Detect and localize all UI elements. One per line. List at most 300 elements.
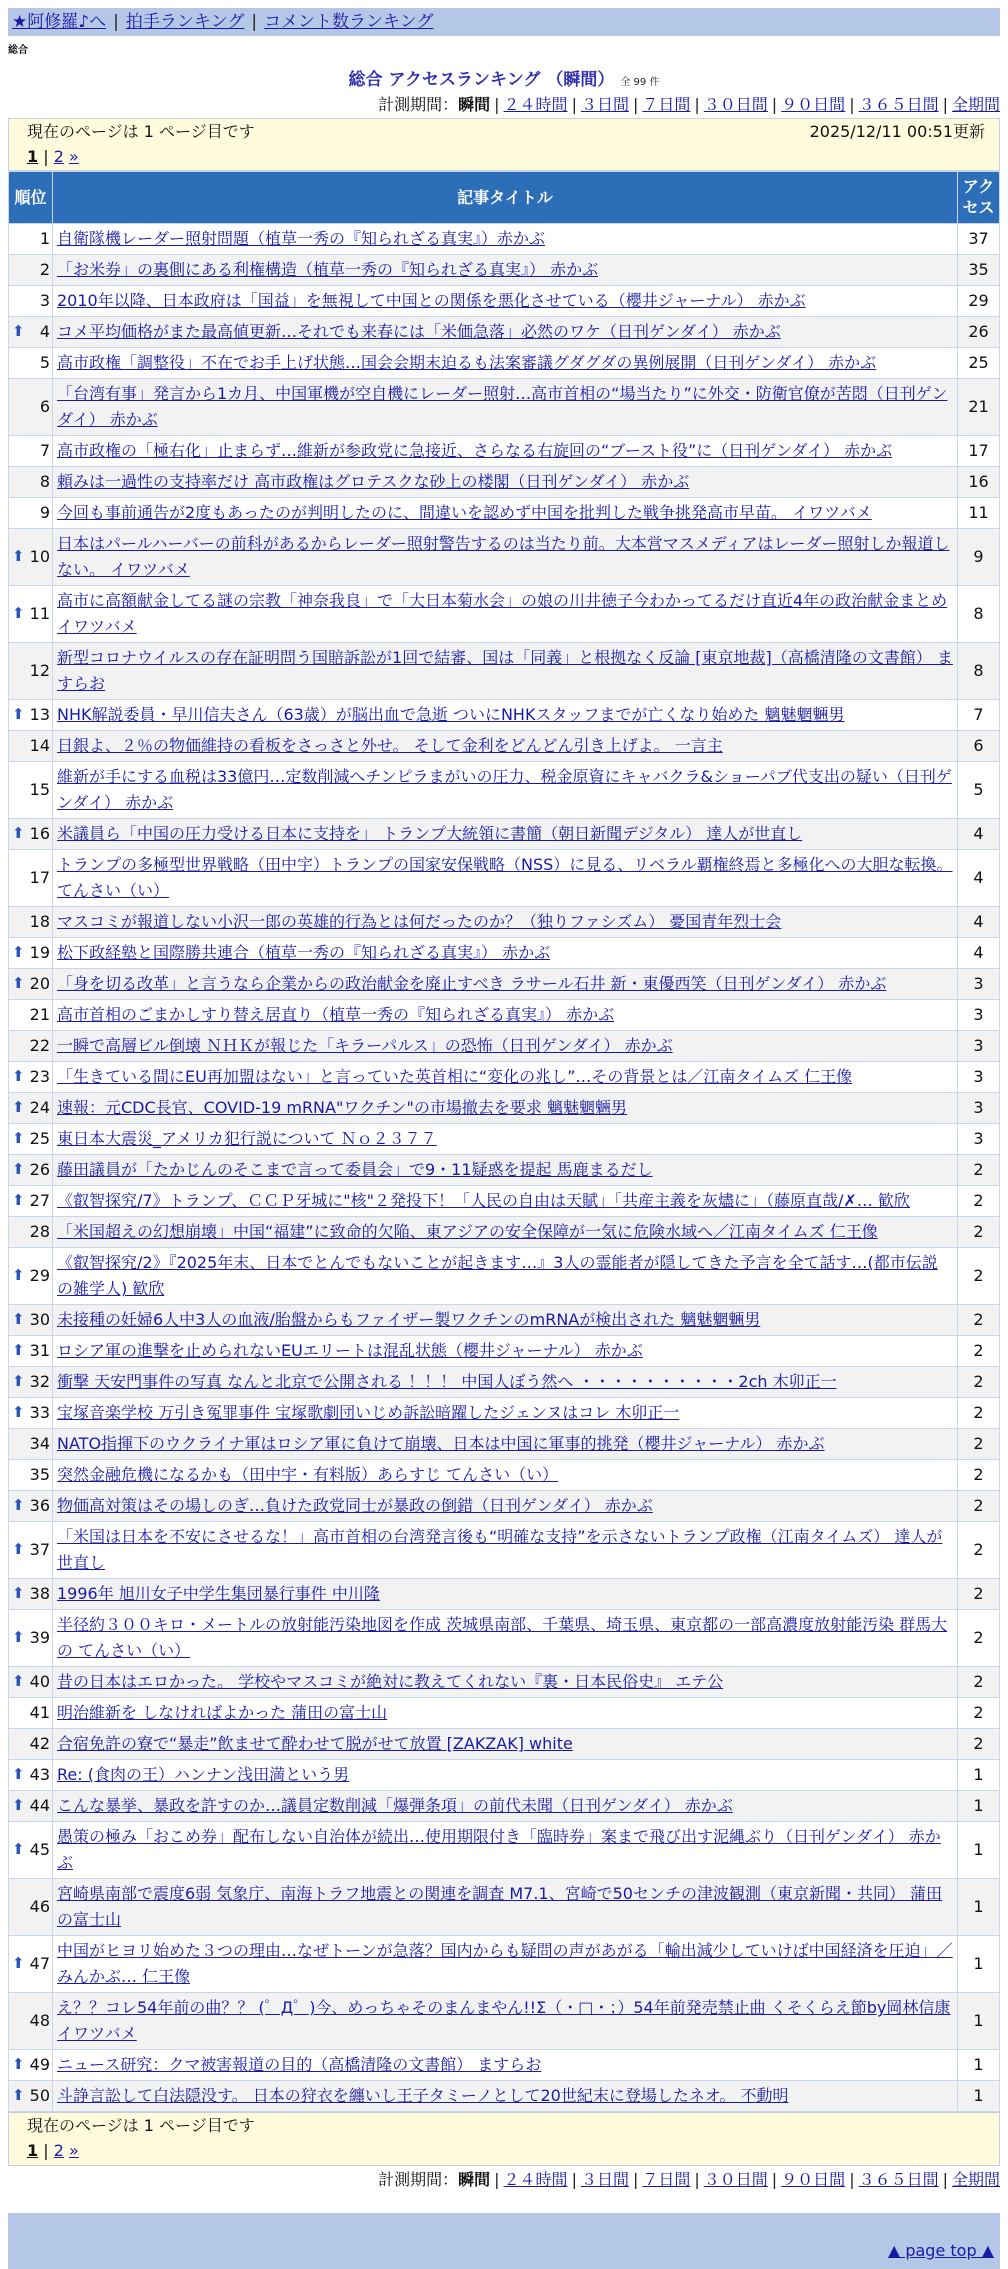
pagination: 1 | 2 » [27,2141,79,2161]
ranking-row [9,498,1000,529]
access-count: 2 [958,1667,1000,1698]
next-page-link[interactable]: » [68,2141,79,2161]
rank-number: 49 [29,2055,50,2075]
rank-cell [9,850,53,907]
article-link[interactable]: 「台湾有事」発言から1カ月、中国軍機が空自機にレーダー照射…高市首相の“場当たり”に外交・防衛官僚が苦悶（日刊ゲンダイ） 赤かぶ [57,384,948,430]
ranking-row [9,1217,1000,1248]
article-link[interactable]: 松下政経塾と国際勝共連合（植草一秀の『知られざる真実』） 赤かぶ [57,943,551,963]
period-link[interactable]: ７日間 [642,2170,691,2190]
article-link[interactable]: コメ平均価格がまた最高値更新…それでも来春には「米価急落」必然のワケ（日刊ゲンダイ） 赤かぶ [57,322,781,342]
article-link[interactable]: 突然金融危機になるかも（田中宇・有料版）あらすじ てんさい（い） [57,1465,559,1485]
period-link[interactable]: ９０日間 [781,2170,846,2190]
title-cell [53,1093,958,1124]
ranking-row [9,1822,1000,1879]
access-count: 1 [958,2081,1000,2112]
ranking-row [9,1062,1000,1093]
article-link[interactable]: 一瞬で高層ビル倒壊 ＮＨＫが報じた「キラーパルス」の恐怖（日刊ゲンダイ） 赤かぶ [57,1036,673,1056]
total-count: 全 99 件 [620,77,660,88]
rank-number: 37 [29,1540,50,1560]
access-count: 5 [958,762,1000,819]
ranking-row [9,1698,1000,1729]
title-cell [53,529,958,586]
period-label: 計測期間： [378,2170,459,2190]
access-count: 2 [958,1305,1000,1336]
article-link[interactable]: 1996年 旭川女子中学生集団暴行事件 中川隆 [57,1584,380,1604]
access-count: 2 [958,1155,1000,1186]
ranking-row [9,819,1000,850]
period-label: 計測期間： [378,95,459,115]
title-cell [53,1760,958,1791]
period-separator: | [571,2170,577,2190]
nav-separator: | [251,11,258,32]
article-link[interactable]: NATO指揮下のウクライナ軍はロシア軍に負けて崩壊、日本は中国に軍事的挑発（櫻井ジャーナル） 赤かぶ [57,1434,825,1454]
access-count: 4 [958,938,1000,969]
rank-up-arrow-icon: ⬆ [12,1840,25,1859]
page-top-link[interactable]: ▲ page top ▲ [887,2240,994,2260]
rank-cell [9,2050,53,2081]
access-count: 25 [958,348,1000,379]
current-page: 1 [27,2141,39,2161]
title-cell [53,907,958,938]
access-count: 2 [958,1491,1000,1522]
access-count: 1 [958,1993,1000,2050]
top-nav-bar [8,8,1000,36]
access-count: 2 [958,1186,1000,1217]
rank-up-arrow-icon: ⬆ [12,1954,25,1973]
period-link[interactable]: ３６５日間 [858,2170,939,2190]
rank-up-arrow-icon: ⬆ [12,1129,25,1148]
ranking-row [9,255,1000,286]
ranking-row [9,1760,1000,1791]
ranking-row [9,379,1000,436]
title-cell [53,731,958,762]
access-count: 7 [958,700,1000,731]
rank-up-arrow-icon: ⬆ [12,1098,25,1117]
period-link[interactable]: ９０日間 [781,95,846,115]
rank-cell [9,1429,53,1460]
article-link[interactable]: 2010年以降、日本政府は「国益」を無視して中国との関係を悪化させている（櫻井ジャーナル） 赤かぶ [57,291,806,311]
rank-number: 1 [39,229,50,249]
article-link[interactable]: マスコミが報道しない小沢一郎の英雄的行為とは何だったのか？（独りファシズム） 憂国青年烈士会 [57,912,782,932]
ranking-row [9,317,1000,348]
pagination: 1 | 2 » [27,146,79,166]
rank-cell [9,1610,53,1667]
rank-cell [9,1367,53,1398]
ranking-row [9,2081,1000,2112]
article-link[interactable]: 明治維新を しなければよかった 蒲田の富士山 [57,1703,388,1723]
article-link[interactable]: ニュース研究：クマ被害報道の目的（高橋清隆の文書館） ますらお [57,2055,542,2075]
title-cell [53,1729,958,1760]
article-link[interactable]: 宝塚音楽学校 万引き冤罪事件 宝塚歌劇団いじめ訴訟暗躍したジェンヌはコレ 木卯正一 [57,1403,680,1423]
access-count: 2 [958,1398,1000,1429]
rank-cell [9,1336,53,1367]
ranking-row [9,586,1000,643]
rank-number: 39 [29,1628,50,1648]
period-link[interactable]: ２４時間 [503,2170,568,2190]
title-cell [53,643,958,700]
article-link[interactable]: 《叡智探究/2》『2025年末、日本でとんでもないことが起きます…』3人の霊能者が隠してきた予言を全て話す…(都市伝説の雑学人) 歓欣 [57,1253,938,1299]
rank-up-arrow-icon: ⬆ [12,322,25,341]
title-header: 記事タイトル [53,172,958,224]
title-cell [53,938,958,969]
article-link[interactable]: 高市首相のごまかしすり替え居直り（植草一秀の『知られざる真実』） 赤かぶ [57,1005,615,1025]
rank-number: 25 [29,1129,50,1149]
clap-ranking-link[interactable]: 拍手ランキング [125,11,245,32]
access-count: 2 [958,1460,1000,1491]
period-selector-bottom [8,2170,1000,2191]
title-cell [53,255,958,286]
ranking-row [9,1093,1000,1124]
rank-cell [9,1000,53,1031]
rank-number: 19 [29,943,50,963]
rank-up-arrow-icon: ⬆ [12,2055,25,2074]
access-count: 26 [958,317,1000,348]
ranking-row [9,731,1000,762]
article-link[interactable]: 「生きている間にEU再加盟はない」と言っていた英首相に“変化の兆し”…その背景とは／江南タイムズ 仁王像 [57,1067,853,1087]
page-2-link[interactable]: 2 [53,2141,64,2161]
rank-number: 23 [29,1067,50,1087]
rank-cell [9,286,53,317]
period-separator: | [632,95,639,115]
article-link[interactable]: 日本はパールハーバーの前科があるからレーダー照射警告するのは当たり前。大本営マスメディアはレーダー照射しか報道しない。 イワツバメ [57,534,950,580]
ranking-row [9,1522,1000,1579]
rank-up-arrow-icon: ⬆ [12,1496,25,1515]
rank-up-arrow-icon: ⬆ [12,2086,25,2105]
access-count: 1 [958,1822,1000,1879]
title-cell [53,467,958,498]
ranking-row [9,1124,1000,1155]
page-title [0,69,1008,91]
rank-cell [9,731,53,762]
title-cell [53,1522,958,1579]
pager-top [8,118,1000,172]
access-count: 2 [958,1336,1000,1367]
rank-cell [9,467,53,498]
article-link[interactable]: え？？コレ54年前の曲？？ (゜Д゜)今、めっちゃそのまんまやん!!Σ（・□・；）54年前発売禁止曲 くそくらえ節by岡林信康 イワツバメ [57,1998,951,2044]
article-link[interactable]: こんな暴挙、暴政を許すのか…議員定数削減「爆弾条項」の前代未聞（日刊ゲンダイ） 赤かぶ [57,1796,733,1816]
title-cell [53,2050,958,2081]
rank-number: 22 [29,1036,50,1056]
rank-number: 32 [29,1372,50,1392]
article-link[interactable]: 半径約３００キロ・メートルの放射能汚染地図を作成 茨城県南部、千葉県、埼玉県、東京都の一部高濃度放射能汚染 群馬大の てんさい（い） [57,1615,948,1661]
title-cell [53,348,958,379]
ranking-row [9,467,1000,498]
period-link[interactable]: ３日間 [580,95,629,115]
period-link[interactable]: ３日間 [580,2170,629,2190]
page-2-link[interactable]: 2 [53,146,64,166]
rank-number: 50 [29,2086,50,2106]
title-cell [53,1398,958,1429]
article-link[interactable]: 高市政権の「極右化」止まらず…維新が参政党に急接近、さらなる右旋回の“ブースト役”に（日刊ゲンダイ） 赤かぶ [57,441,893,461]
rank-cell [9,1667,53,1698]
rank-up-arrow-icon: ⬆ [12,1403,25,1422]
access-count: 11 [958,498,1000,529]
article-link[interactable]: 速報：元CDC長官、COVID-19 mRNA"ワクチン"の市場撤去を要求 魑魅魍魎男 [57,1098,627,1118]
title-cell [53,1879,958,1936]
ranking-row [9,1667,1000,1698]
article-link[interactable]: 新型コロナウイルスの存在証明問う国賠訴訟が1回で結審、国は「同義」と根拠なく反論 [東京地裁]（高橋清隆の文書館） ますらお [57,648,953,694]
rank-number: 5 [39,353,50,373]
access-count: 1 [958,1879,1000,1936]
period-selector-top [8,95,1000,116]
rank-cell [9,762,53,819]
rank-cell [9,348,53,379]
access-count: 3 [958,1124,1000,1155]
title-cell [53,1610,958,1667]
rank-number: 21 [29,1005,50,1025]
rank-cell [9,1062,53,1093]
rank-cell [9,1993,53,2050]
title-cell [53,1791,958,1822]
period-current: 瞬間 [458,2170,491,2190]
period-separator: | [694,2170,700,2190]
ranking-row [9,1305,1000,1336]
access-count: 17 [958,436,1000,467]
rank-cell [9,1822,53,1879]
title-cell [53,317,958,348]
title-cell [53,1031,958,1062]
footer-bar [8,2213,1000,2241]
rank-number: 42 [29,1734,50,1754]
rank-cell [9,317,53,348]
article-link[interactable]: 中国がヒヨリ始めた３つの理由…なぜトーンが急落？国内からも疑問の声があがる「輸出減少していけば中国経済を圧迫」／みんかぶ… 仁王像 [57,1941,953,1987]
rank-up-arrow-icon: ⬆ [12,1266,25,1285]
title-cell [53,1667,958,1698]
page-status: 現在のページは 1 ページ目です [27,2116,255,2136]
rank-cell [9,1248,53,1305]
rank-up-arrow-icon: ⬆ [12,1372,25,1391]
article-link[interactable]: 自衛隊機レーダー照射問題（植草一秀の『知られざる真実』）赤かぶ [57,229,546,249]
article-link[interactable]: 維新が手にする血税は33億円…定数削減へチンピラまがいの圧力、税金原資にキャバクラ&ショーパブ代支出の疑い（日刊ゲンダイ） 赤かぶ [57,767,952,813]
next-page-link[interactable]: » [68,146,79,166]
rank-number: 27 [29,1191,50,1211]
article-link[interactable]: 宮崎県南部で震度6弱 気象庁、南海トラフ地震との関連を調査 M7.1、宮崎で50センチの津波観測（東京新聞・共同） 蒲田の富士山 [57,1884,943,1930]
pager-bottom [8,2112,1000,2166]
ranking-row [9,286,1000,317]
article-link[interactable]: 日銀よ、２％の物価維持の看板をさっさと外せ。 そして金利をどんどん引き上げよ。 一言主 [57,736,723,756]
title-cell [53,1062,958,1093]
article-link[interactable]: ロシア軍の進撃を止められないEUエリートは混乱状態（櫻井ジャーナル） 赤かぶ [57,1341,643,1361]
ranking-row [9,969,1000,1000]
article-link[interactable]: 高市に高額献金してる謎の宗教「神奈我良」で「大日本菊水会」の娘の川井徳子今わかってるだけ直近4年の政治献金まとめ イワツバメ [57,591,948,637]
rank-number: 43 [29,1765,50,1785]
article-link[interactable]: 東日本大震災_アメリカ犯行説について Ｎｏ２３７７ [57,1129,437,1149]
ranking-row [9,643,1000,700]
article-link[interactable]: トランプの多極型世界戦略（田中宇）トランプの国家安保戦略（NSS）に見る、リベラル覇権終焉と多極化への大胆な転換。 てんさい（い） [57,855,953,901]
rank-up-arrow-icon: ⬆ [12,1310,25,1329]
access-count: 16 [958,467,1000,498]
article-link[interactable]: 頼みは一過性の支持率だけ 高市政権はグロテスクな砂上の楼閣（日刊ゲンダイ） 赤かぶ [57,472,690,492]
access-header: アクセス [958,172,1000,224]
access-count: 2 [958,1610,1000,1667]
nav-separator: | [113,11,119,32]
rank-number: 18 [29,912,50,932]
period-link[interactable]: ２４時間 [503,95,568,115]
rank-cell [9,643,53,700]
title-cell [53,1000,958,1031]
period-separator: | [942,2170,948,2190]
article-link[interactable]: 高市政権「調整役」不在でお手上げ状態…国会会期末迫るも法案審議グダグダの異例展開（日刊ゲンダイ） 赤かぶ [57,353,877,373]
rank-cell [9,1522,53,1579]
rank-number: 31 [29,1341,50,1361]
access-count: 3 [958,1093,1000,1124]
title-cell [53,762,958,819]
ranking-row [9,1791,1000,1822]
rank-cell [9,969,53,1000]
rank-cell [9,1031,53,1062]
rank-up-arrow-icon: ⬆ [12,1341,25,1360]
rank-cell [9,379,53,436]
article-link[interactable]: 「米国は日本を不安にさせるな！」高市首相の台湾発言後も“明確な支持”を示さないトランプ政権（江南タイムズ） 達人が世直し [57,1527,943,1573]
access-count: 8 [958,586,1000,643]
rank-number: 40 [29,1672,50,1692]
article-link[interactable]: 合宿免許の寮で“暴走”飲ませて酔わせて脱がせて放置 [ZAKZAK] white [57,1734,573,1754]
access-count: 2 [958,1579,1000,1610]
period-separator: | [494,2170,500,2190]
rank-cell [9,1398,53,1429]
rank-number: 34 [29,1434,50,1454]
rank-up-arrow-icon: ⬆ [12,547,25,566]
ranking-row [9,1610,1000,1667]
title-cell [53,819,958,850]
access-count: 1 [958,2050,1000,2081]
rank-header: 順位 [9,172,53,224]
article-link[interactable]: 昔の日本はエロかった。 学校やマスコミが絶対に教えてくれない『裏・日本民俗史』 エテ公 [57,1672,724,1692]
access-count: 8 [958,643,1000,700]
rank-number: 26 [29,1160,50,1180]
rank-number: 12 [29,661,50,681]
rank-cell [9,1305,53,1336]
article-link[interactable]: 「お米券」の裏側にある利権構造（植草一秀の『知られざる真実』） 赤かぶ [57,260,599,280]
period-link[interactable]: ３０日間 [703,2170,768,2190]
article-link[interactable]: 衝撃 天安門事件の写真 なんと北京で公開される ！！！ 中国人ぼう然へ ・・・・・・・・・・2ch 木卯正一 [57,1372,837,1392]
article-link[interactable]: 「米国超えの幻想崩壊」中国“福建”に致命的欠陥、東アジアの安全保障が一気に危険水域へ／江南タイムズ 仁王像 [57,1222,878,1242]
title-cell [53,1155,958,1186]
title-cell [53,286,958,317]
access-count: 3 [958,1000,1000,1031]
access-count: 3 [958,1031,1000,1062]
period-separator: | [694,95,700,115]
rank-number: 8 [39,472,50,492]
period-link[interactable]: ７日間 [642,95,691,115]
article-link[interactable]: Re: (食肉の王）ハンナン浅田満という男 [57,1765,350,1785]
rank-number: 47 [29,1954,50,1974]
period-link[interactable]: ３０日間 [703,95,768,115]
ranking-row [9,1248,1000,1305]
rank-cell [9,907,53,938]
title-cell [53,436,958,467]
rank-up-arrow-icon: ⬆ [12,943,25,962]
title-cell [53,586,958,643]
rank-up-arrow-icon: ⬆ [12,1628,25,1647]
category-label: 総合 [8,45,28,56]
access-count: 9 [958,529,1000,586]
rank-number: 46 [29,1897,50,1917]
rank-number: 35 [29,1465,50,1485]
article-link[interactable]: 米議員ら「中国の圧力受ける日本に支持を」 トランプ大統領に書簡（朝日新聞デジタル） 達人が世直し [57,824,803,844]
access-count: 35 [958,255,1000,286]
rank-cell [9,1879,53,1936]
rank-number: 15 [29,780,50,800]
period-link[interactable]: 全期間 [951,95,1000,115]
title-cell [53,850,958,907]
rank-up-arrow-icon: ⬆ [12,824,25,843]
comment-ranking-link[interactable]: コメント数ランキング [264,11,434,32]
rank-number: 20 [29,974,50,994]
rank-cell [9,1186,53,1217]
article-link[interactable]: 斗諍言訟して白法隠没す。 日本の狩衣を纏いし王子タミーノとして20世紀末に登場したネオ。 不動明 [57,2086,789,2106]
title-cell [53,498,958,529]
ranking-row [9,1729,1000,1760]
rank-cell [9,1460,53,1491]
article-link[interactable]: 藤田議員が「たかじんのそこまで言って委員会」で9・11疑惑を提起 馬鹿まるだし [57,1160,653,1180]
period-separator: | [771,2170,778,2190]
rank-number: 10 [29,547,50,567]
title-cell [53,700,958,731]
article-link[interactable]: 「身を切る改革」と言うなら企業からの政治献金を廃止すべき ラサール石井 新・東優西笑（日刊ゲンダイ） 赤かぶ [57,974,887,994]
article-link[interactable]: 《叡智探究/7》トランプ、ＣＣＰ牙城に"核"２発投下！「人民の自由は天賦」「共産主義を灰燼に」（藤原直哉/✗… 歓欣 [57,1191,910,1211]
rank-number: 30 [29,1310,50,1330]
title-cell [53,224,958,255]
rank-cell [9,529,53,586]
rank-number: 24 [29,1098,50,1118]
article-link[interactable]: NHK解説委員・早川信夫さん（63歳）が脳出血で急逝 ついにNHKスタッフまでが亡くなり始めた 魑魅魍魎男 [57,705,845,725]
rank-number: 28 [29,1222,50,1242]
rank-number: 45 [29,1840,50,1860]
rank-cell [9,2081,53,2112]
title-cell [53,1993,958,2050]
rank-up-arrow-icon: ⬆ [12,1540,25,1559]
period-link[interactable]: ３６５日間 [858,95,939,115]
rank-number: 36 [29,1496,50,1516]
rank-number: 9 [39,503,50,523]
rank-number: 4 [39,322,50,342]
title-cell [53,1429,958,1460]
rank-cell [9,1217,53,1248]
rank-cell [9,255,53,286]
ranking-row [9,938,1000,969]
ranking-table [8,171,1000,2112]
rank-number: 14 [29,736,50,756]
ranking-row [9,436,1000,467]
rank-cell [9,1124,53,1155]
rank-cell [9,1155,53,1186]
home-link[interactable]: ★阿修羅♪へ [12,11,107,32]
ranking-row [9,529,1000,586]
title-cell [53,1186,958,1217]
rank-cell [9,1093,53,1124]
access-count: 2 [958,1522,1000,1579]
ranking-row [9,1579,1000,1610]
ranking-row [9,1993,1000,2050]
rank-cell [9,1491,53,1522]
rank-cell [9,224,53,255]
article-link[interactable]: 未接種の妊婦6人中3人の血液/胎盤からもファイザー製ワクチンのmRNAが検出された 魑魅魍魎男 [57,1310,761,1330]
period-separator: | [771,95,778,115]
rank-cell [9,1936,53,1993]
period-link[interactable]: 全期間 [951,2170,1000,2190]
rank-number: 2 [39,260,50,280]
ranking-row [9,1000,1000,1031]
title-cell [53,1491,958,1522]
rank-number: 11 [29,604,50,624]
rank-number: 44 [29,1796,50,1816]
article-link[interactable]: 愚策の極み「おこめ券」配布しない自治体が続出…使用期限付き「臨時券」案まで飛び出す泥縄ぶり（日刊ゲンダイ） 赤かぶ [57,1827,941,1873]
article-link[interactable]: 物価高対策はその場しのぎ…負けた政党同士が暴政の倒錯（日刊ゲンダイ） 赤かぶ [57,1496,653,1516]
rank-number: 3 [39,291,50,311]
article-link[interactable]: 今回も事前通告が2度もあったのが判明したのに、間違いを認めず中国を批判した戦争挑発高市早苗。 イワツバメ [57,503,872,523]
rank-up-arrow-icon: ⬆ [12,705,25,724]
